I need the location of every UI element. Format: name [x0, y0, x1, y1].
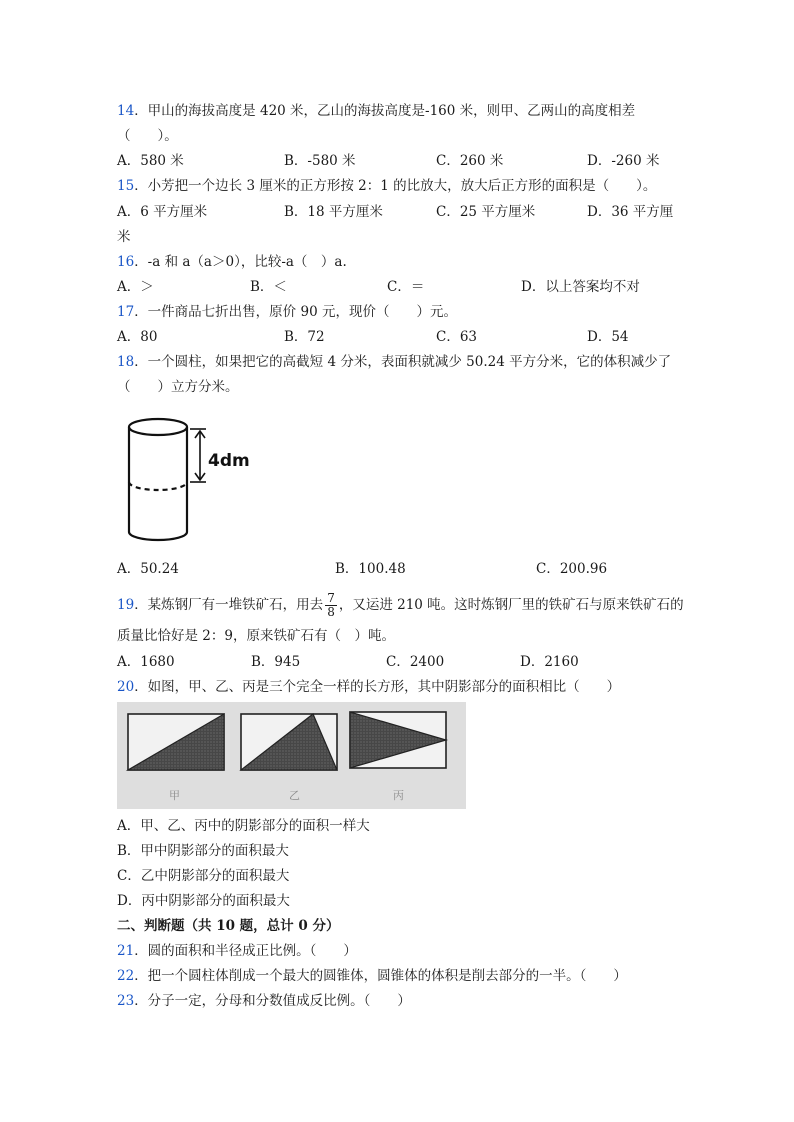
- question-number: 17: [117, 304, 135, 320]
- section-heading: 二、判断题（共 10 题，总计 0 分）: [117, 918, 340, 934]
- question-21: [117, 941, 357, 961]
- question-number: 15: [117, 178, 135, 194]
- question-15: [117, 176, 656, 196]
- option-c: C．260 米: [436, 153, 504, 169]
- question-text: ．-a 和 a（a＞0），比较-a（ ）a.: [134, 254, 347, 270]
- question-number: 23: [117, 993, 135, 1009]
- question-number: 21: [117, 943, 135, 959]
- question-number: 20: [117, 679, 135, 695]
- option-b: B．＜: [250, 279, 287, 295]
- fraction-numerator: 7: [327, 591, 335, 605]
- label-yi: 乙: [289, 789, 300, 802]
- height-dimension: [190, 429, 206, 482]
- option-b: B．72: [284, 329, 325, 345]
- question-text: ．分子一定，分母和分数值成反比例。（ ）: [134, 993, 411, 1009]
- question-number: 16: [117, 254, 135, 270]
- rectangle-yi: [241, 714, 337, 770]
- option-c: C．25 平方厘米: [436, 204, 536, 220]
- question-14: [117, 101, 635, 121]
- option-c: C．63: [436, 329, 478, 345]
- question-text-cont: ，又运进 210 吨。这时炼钢厂里的铁矿石与原来铁矿石的: [338, 597, 684, 613]
- rectangle-jia: [128, 714, 224, 770]
- question-19: [117, 592, 684, 619]
- question-number: 18: [117, 354, 135, 370]
- question-text: ．一个圆柱，如果把它的高截短 4 分米，表面积就减少 50.24 平方分米，它的体积减少了: [134, 354, 672, 370]
- option-d: D．2160: [520, 654, 579, 670]
- option-b: B．甲中阴影部分的面积最大: [117, 843, 289, 859]
- dimension-label: 4dm: [208, 451, 250, 471]
- question-14-blank: （ ）。: [117, 128, 178, 144]
- question-19-line2: 质量比恰好是 2：9，原来铁矿石有（ ）吨。: [117, 628, 395, 644]
- question-20: [117, 677, 620, 697]
- option-c: C．＝: [387, 279, 425, 295]
- label-bing: 丙: [393, 789, 404, 802]
- cylinder-figure: [120, 415, 260, 545]
- question-18: [117, 352, 671, 372]
- question-number: 14: [117, 103, 135, 119]
- option-b: B．945: [251, 654, 301, 670]
- option-b: B．100.48: [335, 561, 406, 577]
- option-d: D．-260 米: [587, 153, 660, 169]
- option-d: D．36 平方厘: [587, 204, 674, 220]
- question-23: [117, 991, 411, 1011]
- option-a: A．1680: [117, 654, 175, 670]
- question-number: 19: [117, 597, 135, 613]
- question-text: ．一件商品七折出售，原价 90 元，现价（ ）元。: [134, 304, 457, 320]
- question-text: ．小芳把一个边长 3 厘米的正方形按 2：1 的比放大，放大后正方形的面积是（ ）。: [134, 178, 657, 194]
- option-c: C．200.96: [536, 561, 608, 577]
- question-text: ．圆的面积和半径成正比例。（ ）: [134, 943, 357, 959]
- question-16: [117, 252, 347, 272]
- fraction-seven-eighths: [325, 592, 337, 619]
- option-d-wrap: 米: [117, 229, 131, 245]
- rectangles-figure: [117, 702, 466, 809]
- option-a: A．50.24: [117, 561, 179, 577]
- option-a: A．甲、乙、丙中的阴影部分的面积一样大: [117, 818, 370, 834]
- option-d: D．54: [587, 329, 629, 345]
- question-text: ．把一个圆柱体削成一个最大的圆锥体，圆锥体的体积是削去部分的一半。（ ）: [134, 968, 627, 984]
- option-c: C．乙中阴影部分的面积最大: [117, 868, 290, 884]
- question-text: ．甲山的海拔高度是 420 米，乙山的海拔高度是-160 米，则甲、乙两山的高度相差: [134, 103, 636, 119]
- question-text: ．如图，甲、乙、丙是三个完全一样的长方形，其中阴影部分的面积相比（ ）: [134, 679, 621, 695]
- question-text: ．某炼钢厂有一堆铁矿石，用去: [134, 597, 324, 613]
- option-a: A．80: [117, 329, 158, 345]
- fraction-denominator: 8: [327, 605, 335, 619]
- question-18-blank: （ ）立方分米。: [117, 379, 239, 395]
- option-d: D．丙中阴影部分的面积最大: [117, 893, 290, 909]
- cylinder-shape: [129, 419, 187, 540]
- question-17: [117, 302, 457, 322]
- option-a: A．＞: [117, 279, 154, 295]
- option-d: D．以上答案均不对: [521, 279, 640, 295]
- option-c: C．2400: [386, 654, 445, 670]
- label-jia: 甲: [169, 789, 180, 802]
- option-a: A．6 平方厘米: [117, 204, 208, 220]
- rectangle-bing: [350, 712, 446, 768]
- question-number: 22: [117, 968, 135, 984]
- option-a: A．580 米: [117, 153, 184, 169]
- option-b: B．-580 米: [284, 153, 356, 169]
- option-b: B．18 平方厘米: [284, 204, 383, 220]
- question-22: [117, 966, 627, 986]
